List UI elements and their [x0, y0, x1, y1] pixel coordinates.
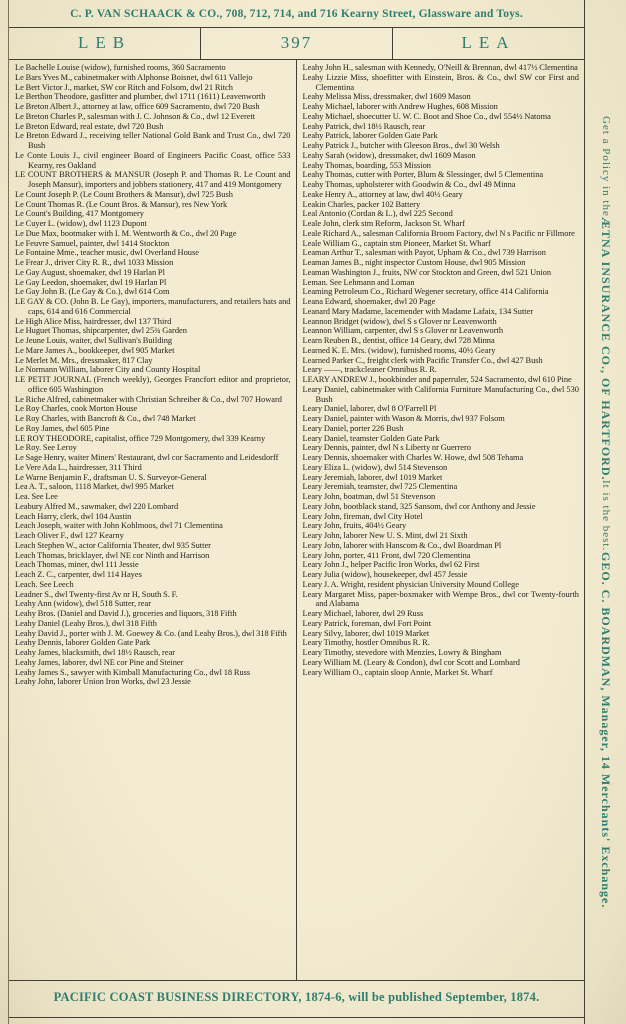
directory-entry: Leary Daniel, painter with Wason & Morris, dwl 937 Folsom: [302, 414, 505, 423]
directory-entry: Leary Patrick, foreman, dwl Fort Point: [302, 618, 432, 628]
directory-entry: Leannon Bridget (widow), dwl S s Glover nr Leavenworth: [302, 316, 497, 326]
directory-entry: Leary Eliza L. (widow), dwl 514 Stevenson: [302, 462, 448, 472]
directory-entry: Leahy David J., porter with J. M. Goewey & Co. (and Leahy Bros.), dwl 318 Fifth: [15, 628, 287, 638]
directory-entry: Leahy Ann (widow), dwl 518 Sutter, rear: [15, 599, 152, 609]
directory-entry: Le Warne Benjamin F., draftsman U. S. Surveyor-General: [15, 472, 207, 482]
directory-entry: Leale John, clerk stm Reform, Jackson St. Wharf: [302, 219, 465, 228]
directory-entry: Leahy James S., sawyer with Kimball Manufacturing Co., dwl 18 Russ: [15, 667, 251, 677]
directory-entry: Leary William M. (Leary & Condon), dwl cor Scott and Lombard: [302, 657, 520, 667]
directory-entry: Le Breton Edward J., receiving teller National Gold Bank and Trust Co., dwl 720 Bush: [15, 131, 291, 150]
directory-entry: Leary John, laborer with Hanscom & Co., dwl Boardman Pl: [302, 540, 502, 550]
directory-entry: Leach Thomas, miner, dwl 111 Jessie: [15, 560, 139, 570]
sidebar-ad-segment: Get a Policy in the: [600, 116, 612, 217]
directory-entry: Leakin Charles, packer 102 Battery: [302, 199, 421, 209]
directory-entry: Leary Dennis, painter, dwl N s Liberty nr Guerrero: [302, 443, 471, 453]
sidebar-ad: [585, 0, 626, 1024]
sidebar-ad-segment: GEO. C. BOARDMAN, Manager, 14 Merchants' Exchange.: [599, 551, 613, 908]
directory-entry: LE GAY & CO. (John B. Le Gay), importers, manufacturers, and retailers hats and caps, 614 and 616 Commercial: [15, 297, 291, 316]
directory-entry: Le Due Max, bootmaker with I. M. Wentworth & Co., dwl 20 Page: [15, 228, 237, 238]
directory-entry: Leahy Patrick J., butcher with Gleeson Bros., dwl 30 Welsh: [302, 141, 500, 150]
directory-entry: Leary William O., captain sloop Annie, Market St. Wharf: [302, 667, 493, 677]
directory-entry: Leary John, porter, 411 Front, dwl 720 Clementina: [302, 550, 471, 560]
right-column: [297, 60, 585, 980]
directory-entry: Le Conte Louis J., civil engineer Board of Engineers Pacific Coast, office 533 Kearny, res Oakland: [15, 150, 291, 170]
directory-entry: Leary Timothy, stevedore with Menzies, Lowry & Bingham: [302, 648, 502, 657]
directory-entry: Leary J. A. Wright, resident physician University Mound College: [302, 579, 519, 589]
directory-entry: Lea A. T., saloon, 1118 Market, dwl 995 Market: [15, 482, 174, 492]
directory-entry: Le Roy Charles, cook Morton House: [15, 404, 138, 414]
header-left-key: LEB: [77, 33, 132, 52]
directory-entry: Leary Daniel, laborer, dwl 8 O'Farrell Pl: [302, 404, 437, 414]
directory-entry: Leahy Michael, shoecutter U. W. C. Boot and Shoe Co., dwl 554½ Natoma: [302, 111, 551, 121]
directory-entry: LE PETIT JOURNAL (French weekly), Georges Francfort editor and proprietor, office 605 Washington: [15, 375, 291, 394]
directory-entry: Leary John, boatman, dwl 51 Stevenson: [302, 492, 436, 501]
directory-entry: Leary John J., helper Pacific Iron Works, dwl 62 First: [302, 560, 480, 570]
directory-entry: Leaman Washington J., fruits, NW cor Stockton and Green, dwl 521 Union: [302, 267, 552, 277]
directory-entry: Lea. See Lee: [15, 492, 58, 501]
directory-entry: Le Jeune Louis, waiter, dwl Sullivan's Building: [15, 336, 173, 345]
directory-entry: Le High Alice Miss, hairdresser, dwl 137 Third: [15, 316, 172, 326]
directory-entry: Leary Silvy, laborer, dwl 1019 Market: [302, 628, 430, 638]
directory-entry: Le Breton Edward, real estate, dwl 720 Bush: [15, 121, 164, 131]
directory-entry: Leahy John H., salesman with Kennedy, O'Neill & Brennan, dwl 417½ Clementina: [302, 63, 578, 72]
directory-entry: Le Fontaine Mme., teacher music, dwl Overland House: [15, 248, 199, 258]
directory-entry: Leary Timothy, hostler Omnibus R. R.: [302, 638, 430, 648]
directory-entry: Le Roy James, dwl 605 Pine: [15, 423, 110, 433]
directory-entry: Le Feuvre Samuel, painter, dwl 1414 Stockton: [15, 238, 170, 248]
directory-entry: Le Vere Ada L., hairdresser, 311 Third: [15, 462, 142, 472]
directory-entry: Le Breton Charles P., salesman with J. C. Johnson & Co., dwl 12 Everett: [15, 111, 256, 121]
directory-entry: Leach. See Leech: [15, 579, 74, 589]
directory-entry: Leahy James, laborer, dwl NE cor Pine and Steiner: [15, 657, 184, 667]
directory-entry: Le Gay Leedon, shoemaker, dwl 19 Harlan Pl: [15, 277, 167, 287]
running-head: [9, 28, 584, 60]
directory-entry: Le Roy. See Leroy: [15, 443, 77, 453]
directory-entry: Leary John, fruits, 404½ Geary: [302, 521, 407, 531]
directory-entry: Learned Parker C., freight clerk with Pacific Transfer Co., dwl 427 Bush: [302, 355, 543, 365]
directory-entry: Leary Michael, laborer, dwl 29 Russ: [302, 609, 424, 618]
directory-entry: Leahy Melissa Miss, dressmaker, dwl 1609 Mason: [302, 92, 471, 102]
directory-entry: Leanard Mary Madame, lacemender with Madame Lafaix, 134 Sutter: [302, 306, 534, 316]
directory-entry: Leach Thomas, bricklayer, dwl NE cor Ninth and Harrison: [15, 550, 210, 560]
header-right-key: LEA: [461, 33, 516, 52]
left-column: [9, 60, 297, 980]
directory-entry: Le Bert Victor J., market, SW cor Ritch and Folsom, dwl 21 Ritch: [15, 82, 233, 92]
directory-entry: Le Count Thomas R. (Le Count Bros. & Mansur), res New York: [15, 199, 228, 209]
directory-entry: Leary Dennis, shoemaker with Charles W. Howe, dwl 508 Tehama: [302, 453, 524, 462]
directory-entry: Leary John, laborer New U. S. Mint, dwl 21 Sixth: [302, 531, 468, 540]
directory-entry: Leaman James B., night inspector Custom House, dwl 905 Mission: [302, 258, 526, 267]
directory-entry: Leale Richard A., salesman California Broom Factory, dwl N s Pacific nr Fillmore: [302, 228, 575, 238]
footer-text: PACIFIC COAST BUSINESS DIRECTORY, 1874-6, will be published September, 1874.: [53, 990, 540, 1004]
directory-entry: Leach Z. C., carpenter, dwl 114 Hayes: [15, 570, 142, 579]
page-number: 397: [200, 28, 393, 59]
directory-entry: Leman. See Lehmann and Loman: [302, 277, 415, 287]
directory-entry: Leary Daniel, porter 226 Bush: [302, 423, 404, 433]
directory-entry: Le Count Joseph P. (Le Count Brothers & Mansur), dwl 725 Bush: [15, 189, 233, 199]
directory-entry: Leach Joseph, waiter with John Kohlmoos, dwl 71 Clementina: [15, 521, 223, 531]
directory-entry: Leary Daniel, teamster Golden Gate Park: [302, 433, 440, 443]
directory-entry: Leale William G., captain stm Pioneer, Market St. Wharf: [302, 238, 491, 248]
directory-entry: Le Huguet Thomas, shipcarpenter, dwl 25¾ Garden: [15, 326, 187, 336]
sidebar-ad-segment: It is the best.: [600, 480, 612, 552]
directory-entry: Leach Oliver F., dwl 127 Kearny: [15, 531, 124, 540]
directory-entry: Le Mare James A., bookkeeper, dwl 905 Market: [15, 345, 175, 355]
directory-entry: Leach Harry, clerk, dwl 104 Austin: [15, 511, 132, 521]
directory-entry: Le Bars Yves M., cabinetmaker with Alphonse Boisnet, dwl 611 Vallejo: [15, 72, 253, 82]
directory-entry: Le Berthon Theodore, gasfitter and plumber, dwl 1711 (1611) Leavenworth: [15, 92, 266, 102]
directory-entry: Leary Daniel, cabinetmaker with California Furniture Manufacturing Co., dwl 530 Bush: [302, 384, 579, 404]
directory-entry: Leary Julia (widow), housekeeper, dwl 457 Jessie: [302, 570, 468, 579]
directory-entry: LE ROY THEODORE, capitalist, office 729 Montgomery, dwl 339 Kearny: [15, 433, 266, 443]
directory-entry: Leahy Sarah (widow), dressmaker, dwl 1609 Mason: [302, 150, 476, 160]
directory-entry: Leannon William, carpenter, dwl S s Glover nr Leavenworth: [302, 326, 504, 336]
top-ad-banner: [9, 5, 584, 28]
directory-entry: Le Riche Alfred, cabinetmaker with Christian Schreiber & Co., dwl 707 Howard: [15, 394, 282, 404]
directory-entry: Le Roy Charles, with Bancroft & Co., dwl 748 Market: [15, 414, 196, 423]
directory-entry: Leahy John, laborer Union Iron Works, dwl 23 Jessie: [15, 677, 191, 687]
directory-entry: Le Normann William, laborer City and County Hospital: [15, 365, 201, 375]
directory-entry: Leahy Michael, laborer with Andrew Hughes, 608 Mission: [302, 102, 498, 111]
directory-entry: Leaman Arthur T., salesman with Payot, Upham & Co., dwl 739 Harrison: [302, 248, 546, 258]
directory-columns: [9, 60, 584, 980]
directory-entry: Leahy Thomas, upholsterer with Goodwin & Co., dwl 49 Minna: [302, 180, 516, 189]
directory-entry: Leary John, fireman, dwl City Hotel: [302, 511, 423, 521]
directory-entry: Leary ——, trackcleaner Omnibus R. R.: [302, 365, 437, 375]
directory-entry: Le Gay John B. (Le Gay & Co.), dwl 614 Com: [15, 287, 170, 297]
directory-entry: Le Count's Building, 417 Montgomery: [15, 209, 144, 219]
directory-entry: Leahy Patrick, dwl 18½ Rausch, rear: [302, 121, 426, 131]
sidebar-ad-segment: ÆTNA INSURANCE CO., OF HARTFORD.: [599, 216, 613, 481]
directory-entry: Learn Reuben B., dentist, office 14 Geary, dwl 728 Minna: [302, 336, 495, 345]
directory-entry: Leahy James, blacksmith, dwl 18½ Rausch, rear: [15, 648, 176, 657]
directory-entry: Leahy Dennis, laborer Golden Gate Park: [15, 638, 151, 648]
directory-entry: Le Cuyer L. (widow), dwl 1123 Dupont: [15, 219, 147, 228]
directory-entry: LEARY ANDREW J., bookbinder and paperruler, 524 Sacramento, dwl 610 Pine: [302, 375, 572, 384]
directory-entry: Le Breton Albert J., attorney at law, office 609 Sacramento, dwl 720 Bush: [15, 102, 260, 111]
directory-entry: Leaming Petroleum Co., Richard Wegener secretary, office 414 California: [302, 287, 549, 297]
directory-entry: Leana Edward, shoemaker, dwl 20 Page: [302, 297, 436, 306]
directory-entry: Leach Stephen W., actor California Theater, dwl 935 Sutter: [15, 540, 211, 550]
directory-entry: Leahy Patrick, laborer Golden Gate Park: [302, 131, 438, 141]
directory-entry: Leary John, bootblack stand, 325 Sansom, dwl cor Anthony and Jessie: [302, 501, 536, 511]
directory-entry: LE COUNT BROTHERS & MANSUR (Joseph P. and Thomas R. Le Count and Joseph Mansur), importers and jobbers stationery, 417 and 419 Montgomery: [15, 170, 291, 189]
directory-entry: Le Gay August, shoemaker, dwl 19 Harlan Pl: [15, 267, 165, 277]
directory-entry: Le Frear J., driver City R. R., dwl 1033 Mission: [15, 258, 174, 267]
directory-entry: Leahy Daniel (Leahy Bros.), dwl 318 Fifth: [15, 618, 157, 628]
directory-entry: Leary Jeremiah, teamster, dwl 725 Clementina: [302, 482, 458, 492]
directory-entry: Learned K. E. Mrs. (widow), furnished rooms, 40½ Geary: [302, 345, 496, 355]
directory-entry: Le Merlet M. Mrs., dressmaker, 817 Clay: [15, 355, 153, 365]
directory-entry: Leal Antonio (Cordan & L.), dwl 225 Second: [302, 209, 453, 219]
directory-entry: Leary Margaret Miss, paper-boxmaker with Wempe Bros., dwl cor Twenty-fourth and Alabama: [302, 589, 579, 609]
directory-entry: Le Bachelle Louise (widow), furnished rooms, 360 Sacramento: [15, 63, 226, 72]
directory-entry: Leahy Lizzie Miss, shoefitter with Einstein, Bros. & Co., dwl SW cor First and Clementina: [302, 72, 579, 92]
top-ad-text: C. P. VAN SCHAACK & CO., 708, 712, 714, and 716 Kearny Street, Glassware and Toys.: [70, 8, 523, 20]
directory-entry: Leahy Thomas, cutter with Porter, Blum & Slessinger, dwl 5 Clementina: [302, 170, 544, 180]
footer-banner: [9, 980, 584, 1018]
directory-entry: Leabury Alfred M., sawmaker, dwl 220 Lombard: [15, 501, 179, 511]
directory-entry: Le Sage Henry, waiter Miners' Restaurant, dwl cor Sacramento and Leidesdorff: [15, 453, 279, 462]
directory-entry: Leake Henry A., attorney at law, dwl 40½ Geary: [302, 189, 463, 199]
directory-entry: Leadner S., dwl Twenty-first Av nr H, South S. F.: [15, 589, 178, 599]
directory-entry: Leahy Thomas, boarding, 553 Mission: [302, 160, 431, 170]
directory-entry: Leahy Bros. (Daniel and David J.), groceries and liquors, 318 Fifth: [15, 609, 237, 618]
directory-entry: Leary Jeremiah, laborer, dwl 1019 Market: [302, 472, 443, 482]
main-area: [8, 0, 585, 1024]
